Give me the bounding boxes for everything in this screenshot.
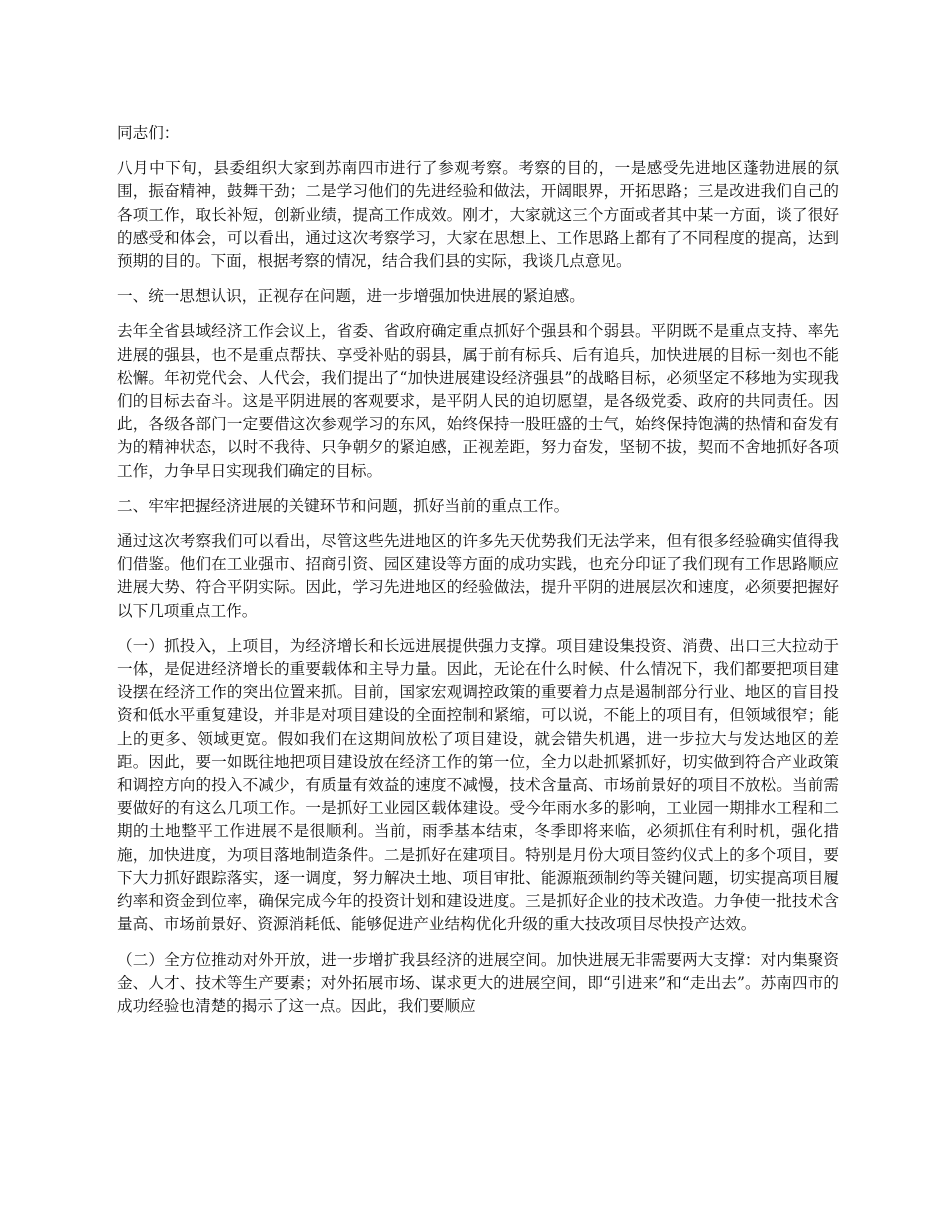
paragraph-subsection-2: （二）全方位推动对外开放，进一步增扩我县经济的进展空间。加快进展无非需要两大支撑：对内集聚资金、人才、技术等生产要素；对外拓展市场、谋求更大的进展空间，即“引进来”和“走出去”。苏南四市的成功经验也清楚的揭示了这一点。因此，我们要顺应 — [117, 950, 839, 1015]
section-heading-1: 一、统一思想认识，正视存在问题，进一步增强加快进展的紧迫感。 — [117, 287, 585, 306]
document-body — [117, 122, 839, 1030]
paragraph-section-1: 去年全省县域经济工作会议上，省委、省政府确定重点抓好个强县和个弱县。平阴既不是重点支持、率先进展的强县，也不是重点帮扶、享受补贴的弱县，属于前有标兵、后有追兵，加快进展的目标一刻也不能松懈。年初党代会、人代会，我们提出了“加快进展建设经济强县”的战略目标，必须坚定不移地为实现我们的目标去奋斗。这是平阴进展的客观要求，是平阴人民的迫切愿望，是各级党委、政府的共同责任。因此，各级各部门一定要借这次参观学习的东风，始终保持一股旺盛的士气，始终保持饱满的热情和奋发有为的精神状态，以时不我待、只争朝夕的紧迫感，正视差距，努力奋发，坚韧不拔，契而不舍地抓好各项工作，力争早日实现我们确定的目标。 — [117, 322, 839, 480]
greeting: 同志们： — [117, 124, 180, 142]
paragraph-subsection-1: （一）抓投入，上项目，为经济增长和长远进展提供强力支撑。项目建设集投资、消费、出口三大拉动于一体，是促进经济增长的重要载体和主导力量。因此，无论在什么时候、什么情况下，我们都要把项目建设摆在经济工作的突出位置来抓。目前，国家宏观调控政策的重要着力点是遏制部分行业、地区的盲目投资和低水平重复建设，并非是对项目建设的全面控制和紧缩，可以说，不能上的项目有，但领域很窄；能上的更多、领域更宽。假如我们在这期间放松了项目建设，就会错失机遇，进一步拉大与发达地区的差距。因此，要一如既往地把项目建设放在经济工作的第一位，全力以赴抓紧抓好，切实做到符合产业政策和调控方向的投入不减少，有质量有效益的速度不减慢，技术含量高、市场前景好的项目不放松。当前需要做好的有这么几项工作。一是抓好工业园区载体建设。受今年雨水多的影响，工业园一期排水工程和二期的土地整平工作进展不是很顺利。当前，雨季基本结束，冬季即将来临，必须抓住有利时机，强化措施，加快进度，为项目落地制造条件。二是抓好在建项目。特别是月份大项目签约仪式上的多个项目，要下大力抓好跟踪落实，逐一调度，努力解决土地、项目审批、能源瓶颈制约等关键问题，切实提高项目履约率和资金到位率，确保完成今年的投资计划和建设进度。三是抓好企业的技术改造。力争使一批技术含量高、市场前景好、资源消耗低、能够促进产业结构优化升级的重大技改项目尽快投产达效。 — [117, 636, 839, 934]
paragraph-intro: 八月中下旬，县委组织大家到苏南四市进行了参观考察。考察的目的，一是感受先进地区蓬勃进展的氛围，振奋精神，鼓舞干劲；二是学习他们的先进经验和做法，开阔眼界，开拓思路；三是改进我们自己的各项工作，取长补短，创新业绩，提高工作成效。刚才，大家就这三个方面或者其中某一方面，谈了很好的感受和体会，可以看出，通过这次考察学习，大家在思想上、工作思路上都有了不同程度的提高，达到预期的目的。下面，根据考察的情况，结合我们县的实际，我谈几点意见。 — [117, 159, 839, 271]
paragraph-section-2-intro: 通过这次考察我们可以看出，尽管这些先进地区的许多先天优势我们无法学来，但有很多经验确实值得我们借鉴。他们在工业强市、招商引资、园区建设等方面的成功实践，也充分印证了我们现有工作思路顺应进展大势、符合平阴实际。因此，学习先进地区的经验做法，提升平阴的进展层次和速度，必须要把握好以下几项重点工作。 — [117, 532, 839, 620]
section-heading-2: 二、牢牢把握经济进展的关键环节和问题，抓好当前的重点工作。 — [117, 496, 570, 515]
